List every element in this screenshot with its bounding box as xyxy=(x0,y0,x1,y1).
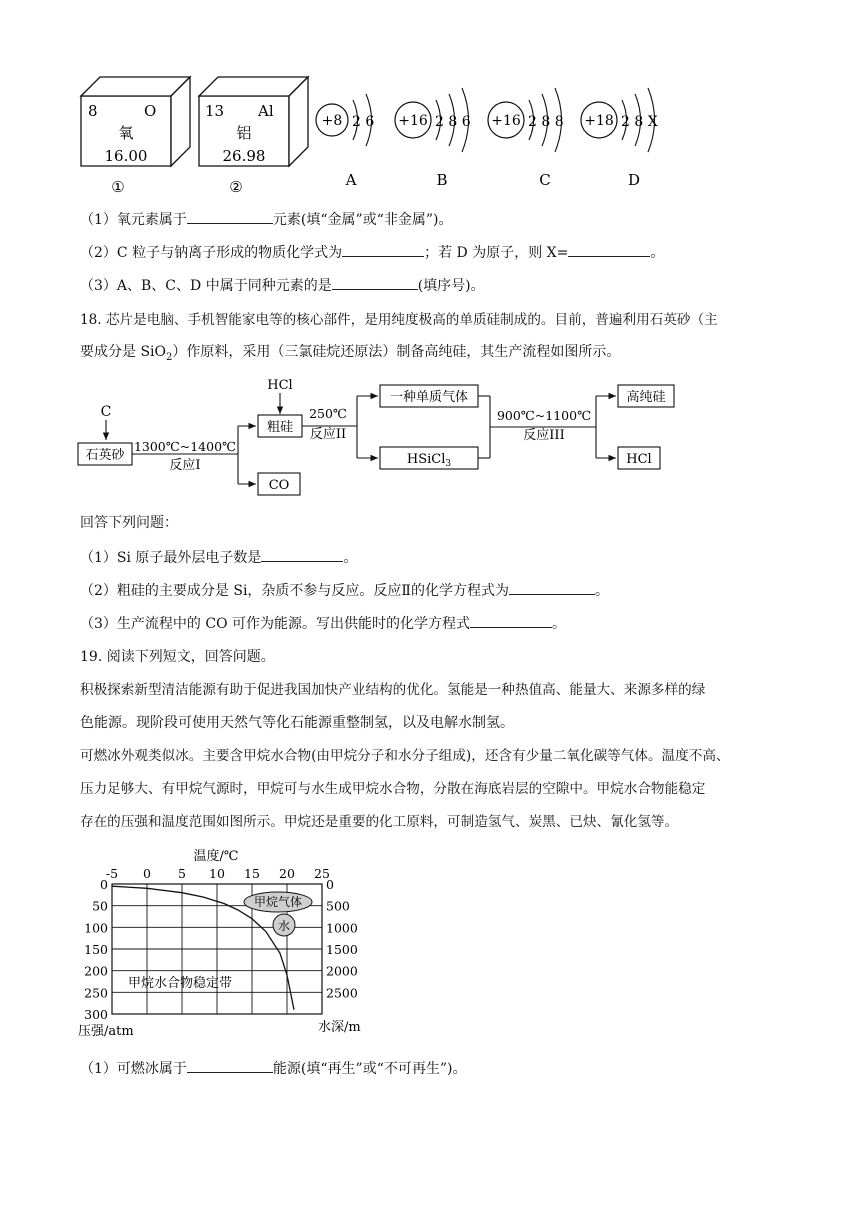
element-card-aluminum xyxy=(199,77,308,196)
atom-diagram-a xyxy=(316,94,374,189)
element-figure xyxy=(70,66,690,198)
atom-diagram-b xyxy=(395,88,471,189)
hsicl3-label: HSiCl$_3$ xyxy=(406,452,452,469)
top-axis-label: 温度/℃ xyxy=(193,849,239,864)
nucleus-charge: +16 xyxy=(491,113,521,129)
q19-paragraph-2: 色能源。现阶段可使用天然气等化石能源重整制氢，以及电解水制氢。 xyxy=(80,715,514,731)
atom-label: A xyxy=(345,171,357,189)
x-axis-label: 压强/atm xyxy=(78,1024,134,1039)
water-region-label: 水 xyxy=(277,919,291,933)
element-name: 铝 xyxy=(236,124,252,142)
answer-blank[interactable] xyxy=(342,242,424,257)
answer-blank[interactable] xyxy=(332,275,418,290)
answer-blank[interactable] xyxy=(261,547,343,562)
nucleus-charge: +18 xyxy=(584,113,614,129)
left-tick-label: 100 xyxy=(84,920,108,936)
pure-silicon-label: 高纯硅 xyxy=(626,390,666,405)
left-tick-label: 150 xyxy=(84,942,108,957)
q19-paragraph-3: 可燃冰外观类似冰。主要含甲烷水合物(由甲烷分子和水分子组成)，还含有少量二氧化碳等气体。温度不高、 xyxy=(80,748,730,764)
left-tick-label: 300 xyxy=(84,1007,108,1022)
q17-line-2: （2）C 粒子与钠离子形成的物质化学式为 ；若 D 为原子，则 X= 。 xyxy=(80,242,664,263)
atom-label: B xyxy=(436,171,448,189)
gas-label: 一种单质气体 xyxy=(389,390,469,405)
left-tick-label: 50 xyxy=(92,898,108,914)
hcl-out-label: HCl xyxy=(626,452,652,467)
reaction-2: 反应II xyxy=(309,427,347,442)
top-tick-label: 25 xyxy=(314,866,330,881)
electron-shells: 2 8 6 xyxy=(435,114,471,130)
q19-paragraph-1: 积极探索新型清洁能源有助于促进我国加快产业结构的优化。氢能是一种热值高、能量大、来源多样的绿 xyxy=(80,682,706,698)
q18-line-1: （1）Si 原子最外层电子数是 。 xyxy=(80,547,357,568)
crude-label: 粗硅 xyxy=(266,420,294,435)
left-tick-label: 250 xyxy=(84,985,108,1001)
condition-1: 1300℃~1400℃ xyxy=(133,439,237,454)
left-tick-label: 200 xyxy=(84,963,108,979)
element-symbol: Al xyxy=(258,102,274,120)
answer-blank[interactable] xyxy=(568,242,650,257)
q17-line-1: （1）氧元素属于 元素(填“金属”或“非金属”)。 xyxy=(80,209,452,230)
top-tick-label: 20 xyxy=(279,866,295,881)
reaction-3: 反应III xyxy=(523,428,565,443)
q18-line-2: （2）粗硅的主要成分是 Si，杂质不参与反应。反应Ⅱ的化学方程式为 。 xyxy=(80,580,609,601)
q18-intro-2: 要成分是 SiO$_2$）作原料，采用（三氯硅烷还原法）制备高纯硅，其生产流程如图所示。 xyxy=(80,344,621,363)
answer-blank[interactable] xyxy=(509,580,595,595)
q17-line-3: （3）A、B、C、D 中属于同种元素的是 (填序号)。 xyxy=(80,275,485,296)
q19-paragraph-4: 压力足够大、有甲烷气源时，甲烷可与水生成甲烷水合物，分散在海底岩层的空隙中。甲烷水合物能稳定 xyxy=(80,781,706,797)
left-tick-label: 0 xyxy=(100,877,108,892)
nucleus-charge: +16 xyxy=(398,113,428,129)
element-card-oxygen xyxy=(81,77,190,196)
electron-shells: 2 6 xyxy=(352,114,375,130)
nucleus-charge: +8 xyxy=(321,113,343,129)
top-tick-label: 0 xyxy=(143,866,151,881)
process-flow-diagram xyxy=(70,374,720,504)
element-mass: 26.98 xyxy=(222,147,266,165)
element-card-label: ① xyxy=(111,178,125,196)
answer-blank[interactable] xyxy=(187,1058,273,1073)
atom-label: D xyxy=(627,171,641,189)
electron-shells: 2 8 X xyxy=(621,114,658,130)
q19-title: 19. 阅读下列短文，回答问题。 xyxy=(80,649,275,665)
q18-line-3: （3）生产流程中的 CO 可作为能源。写出供能时的化学方程式 。 xyxy=(80,613,566,634)
element-number: 8 xyxy=(88,102,98,120)
right-tick-label: 2500 xyxy=(326,985,358,1001)
methane-hydrate-chart xyxy=(70,842,370,1042)
gas-region-label: 甲烷气体 xyxy=(253,895,303,909)
right-tick-label: 2000 xyxy=(326,963,358,979)
element-number: 13 xyxy=(205,102,225,120)
q19-paragraph-5: 存在的压强和温度范围如图所示。甲烷还是重要的化工原料，可制造氢气、炭黑、已炔、氰化氢等。 xyxy=(80,814,679,830)
element-name: 氧 xyxy=(118,124,134,142)
top-tick-label: 5 xyxy=(178,866,186,881)
right-tick-label: 0 xyxy=(326,877,334,892)
atom-diagram-d xyxy=(581,88,658,189)
electron-shells: 2 8 8 xyxy=(528,114,564,130)
top-tick-label: 15 xyxy=(244,866,260,881)
top-tick-label: -5 xyxy=(105,866,119,881)
answer-blank[interactable] xyxy=(187,209,273,224)
q18-answer-prompt: 回答下列问题： xyxy=(80,515,178,531)
atom-label: C xyxy=(539,171,551,189)
right-tick-label: 1500 xyxy=(326,942,358,957)
atom-diagram-c xyxy=(488,88,564,189)
reaction-1: 反应I xyxy=(169,458,201,473)
co-label: CO xyxy=(268,478,290,493)
stable-region-label: 甲烷水合物稳定带 xyxy=(127,976,233,991)
carbon-label: C xyxy=(100,404,112,420)
q18-intro-1: 18. 芯片是电脑、手机智能家电等的核心部件，是用纯度极高的单质硅制成的。目前，普遍利用石英砂（主 xyxy=(80,312,718,328)
right-tick-label: 1000 xyxy=(326,920,358,936)
hcl-in-label: HCl xyxy=(267,378,293,393)
top-tick-label: 10 xyxy=(209,866,225,881)
right-tick-label: 500 xyxy=(326,898,350,914)
condition-3: 900℃~1100℃ xyxy=(496,408,592,423)
condition-2: 250℃ xyxy=(309,406,347,421)
element-symbol: O xyxy=(144,102,157,120)
element-mass: 16.00 xyxy=(104,147,148,165)
answer-blank[interactable] xyxy=(470,613,552,628)
quartz-label: 石英砂 xyxy=(85,448,125,463)
q19-line-1: （1）可燃冰属于 能源(填“再生”或“不可再生”)。 xyxy=(80,1058,466,1079)
right-axis-label: 水深/m xyxy=(318,1020,361,1035)
element-card-label: ② xyxy=(229,178,243,196)
